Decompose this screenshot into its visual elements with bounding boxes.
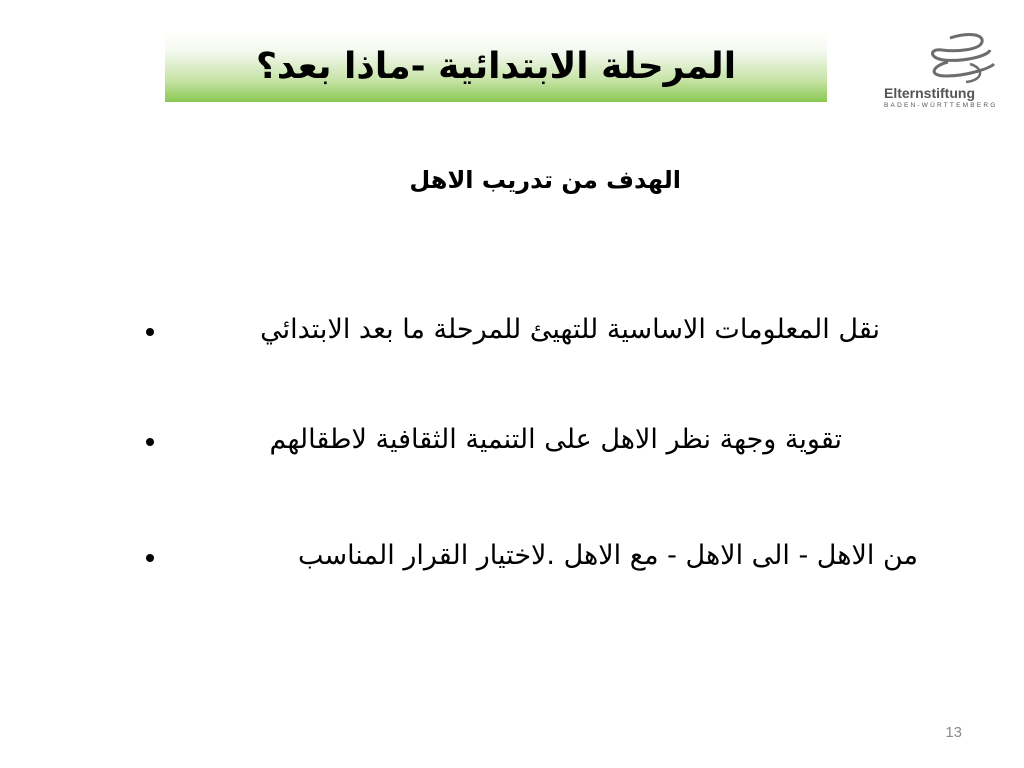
list-item (140, 314, 920, 354)
slide-subtitle: الهدف من تدريب الاهل (409, 166, 681, 194)
bullet-dot-icon (146, 554, 154, 562)
logo-subtitle: BADEN-WÜRTTEMBERG (884, 102, 998, 109)
bullet-text: نقل المعلومات الاساسية للتهيئ للمرحلة ما بعد الابتدائي (260, 314, 880, 345)
logo-name: Elternstiftung (884, 85, 975, 101)
bullet-text: تقوية وجهة نظر الاهل على التنمية الثقافية لاطقالهم (269, 424, 842, 455)
list-item (140, 540, 920, 580)
bullet-text: من الاهل - الى الاهل - مع الاهل .لاختيار القرار المناسب (297, 540, 918, 571)
list-item (140, 424, 920, 464)
page-number: 13 (945, 724, 962, 741)
bullet-dot-icon (146, 328, 154, 336)
bullet-dot-icon (146, 438, 154, 446)
slide-title: المرحلة الابتدائية -ماذا بعد؟ (255, 45, 737, 87)
